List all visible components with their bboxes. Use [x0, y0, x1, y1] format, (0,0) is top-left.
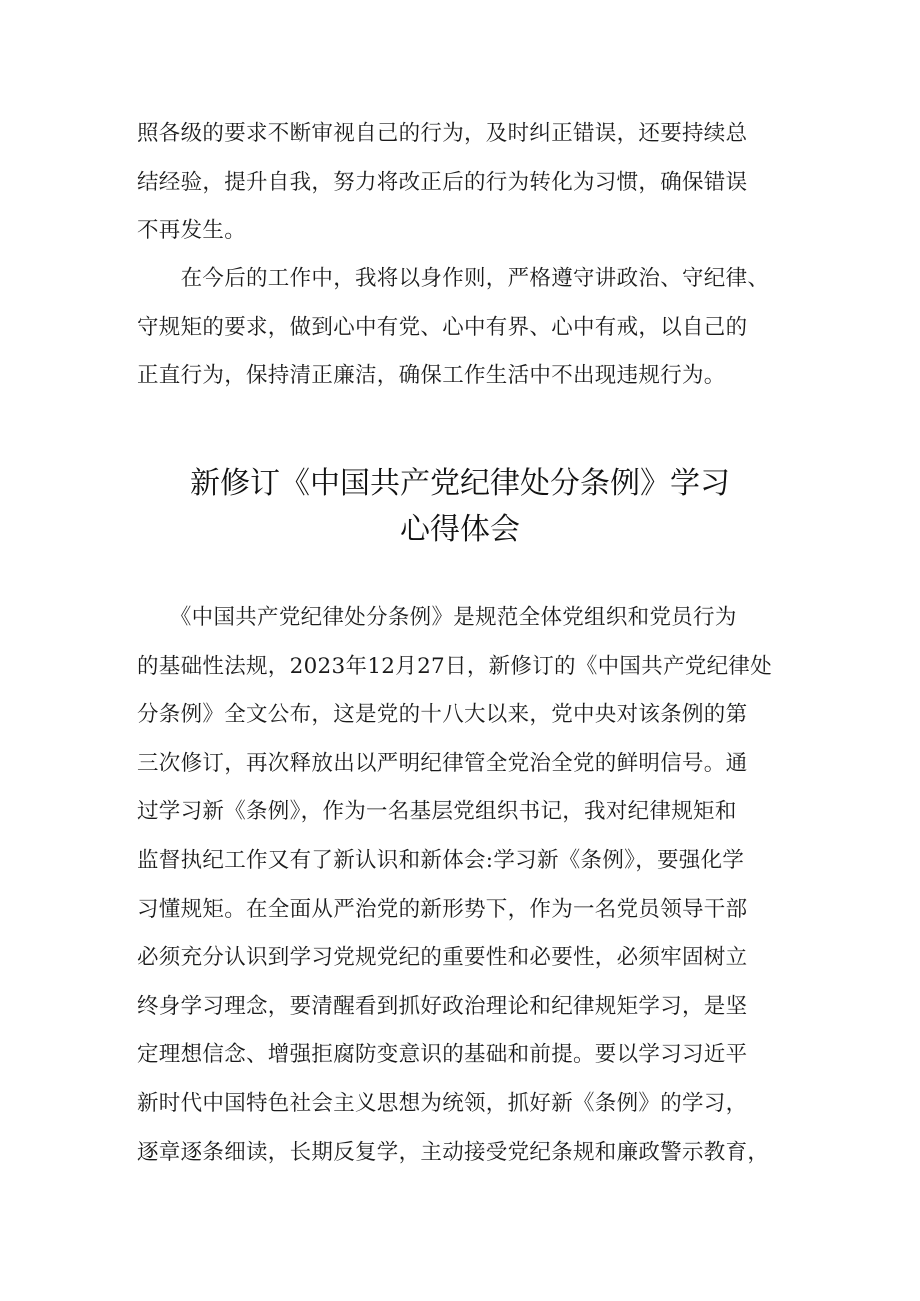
text-line: 照各级的要求不断审视自己的行为，及时纠正错误，还要持续总	[137, 121, 748, 146]
text-line: 守规矩的要求，做到心中有党、心中有界、心中有戒，以自己的	[137, 314, 748, 340]
text-line: 逐章逐条细读，长期反复学，主动接受党纪条规和廉政警示教育，	[137, 1139, 770, 1165]
text-line: 不再发生。	[137, 218, 247, 244]
text-line: 新时代中国特色社会主义思想为统领，抓好新《条例》的学习，	[137, 1090, 748, 1116]
document-title: 新修订《中国共产党纪律处分条例》学习	[190, 466, 730, 501]
text-line: 三次修订，再次释放出以严明纪律管全党治全党的鲜明信号。通	[137, 750, 748, 776]
text-line: 过学习新《条例》，作为一名基层党组织书记，我对纪律规矩和	[137, 799, 737, 825]
paragraph-main	[137, 594, 797, 1177]
text-line: 必须充分认识到学习党规党纪的重要性和必要性，必须牢固树立	[137, 945, 748, 971]
text-line: 的基础性法规，2023年12月27日，新修订的《中国共产党纪律处	[137, 653, 773, 679]
text-line: 结经验，提升自我，努力将改正后的行为转化为习惯，确保错误	[137, 169, 748, 195]
text-line: 正直行为，保持清正廉洁，确保工作生活中不出现违规行为。	[137, 363, 726, 389]
text-line: 在今后的工作中，我将以身作则，严格遵守讲政治、守纪律、	[137, 266, 770, 291]
document-title-continued: 心得体会	[400, 512, 520, 547]
text-line: 定理想信念、增强拒腐防变意识的基础和前提。要以学习习近平	[137, 1042, 748, 1068]
text-line: 习懂规矩。在全面从严治党的新形势下，作为一名党员领导干部	[137, 896, 748, 922]
text-line: 分条例》全文公布，这是党的十八大以来，党中央对该条例的第	[137, 702, 748, 728]
paragraph-continued	[137, 110, 797, 256]
text-line: 终身学习理念，要清醒看到抓好政治理论和纪律规矩学习，是坚	[137, 993, 748, 1019]
text-line: 《中国共产党纪律处分条例》是规范全体党组织和党员行为	[137, 605, 737, 630]
paragraph-future	[137, 255, 797, 401]
text-line: 监督执纪工作又有了新认识和新体会:学习新《条例》，要强化学	[137, 847, 745, 873]
